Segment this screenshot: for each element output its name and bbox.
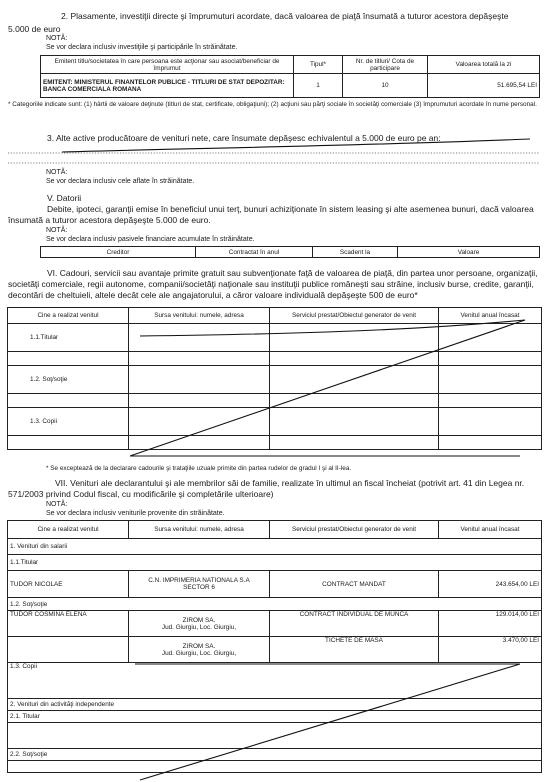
s5-col-creditor: Creditor bbox=[41, 247, 196, 258]
s7-r3-val: 3.470,00 LEI bbox=[439, 637, 542, 663]
s5-col-valoare: Valoare bbox=[398, 247, 540, 258]
s6-text: VI. Cadouri, servicii sau avantaje primite gratuit sau subvenţionate faţă de valoarea de piaţă, din partea unor persoane, organizaţii, societăţi comerciale, regii autonome, companii/societăţi naţionale sau instituţii publice româneşti sau străine, inclusiv burse, credite, garanţii, decontări de cheltuieli, altele decât cele ale angajatorului, a căror valoare individuală depăşeşte 500 de euro* bbox=[8, 268, 538, 300]
s7-r2-val: 129.014,00 LEI bbox=[439, 611, 542, 637]
s6-row-copii: 1.3. Copii bbox=[8, 408, 129, 436]
s3-heading: 3. Alte active producătoare de venituri nete, care însumate depăşesc echivalentul a 5.000 de euro pe an: bbox=[47, 133, 441, 143]
s2-col-valoare: Valoarea totală la zi bbox=[428, 56, 540, 74]
s7-r3-svc: TICHETE DE MASA bbox=[270, 637, 439, 663]
s6-col-who: Cine a realizat venitul bbox=[8, 308, 129, 324]
s6-footnote: * Se exceptează de la declarare cadourile şi trataţiile uzuale primite din partea rudelor de gradul I şi al II-lea. bbox=[46, 465, 352, 472]
s2-col-tip: Tipul* bbox=[294, 56, 343, 74]
s2-row-emitent: EMITENT: MINISTERUL FINANTELOR PUBLICE - TITLURI DE STAT DEPOZITAR: BANCA COMERCIALA ROMANA bbox=[41, 74, 294, 98]
s5-table bbox=[40, 246, 540, 258]
s2-col-nr: Nr. de titluri/ Cota de participare bbox=[343, 56, 428, 74]
s2-row-tip: 1 bbox=[294, 74, 343, 98]
s7-titular2: 2.1. Titular bbox=[8, 711, 542, 723]
s3-nota-label: NOTĂ: bbox=[46, 169, 68, 176]
s5-text: Debite, ipoteci, garanţii emise în beneficiul unui terţ, bunuri achiziţionate în sistem leasing şi alte asemenea bunuri, dacă valoarea însumată a tuturor acestora depăşeşte 5.000 de euro. bbox=[8, 204, 534, 225]
s7-text: VII. Venituri ale declarantului şi ale membrilor săi de familie, realizate în ultimul an fiscal încheiat (potrivit art. 41 din Legea nr. 571/2003 privind Codul fiscal, cu modificările şi completările ulterioare) bbox=[8, 478, 525, 499]
s7-nota-label: NOTĂ: bbox=[46, 501, 68, 508]
s6-table bbox=[7, 307, 542, 450]
s7-col-svc: Serviciul prestat/Obiectul generator de venit bbox=[270, 521, 439, 539]
s2-table bbox=[40, 55, 540, 98]
s7-r1-svc: CONTRACT MANDAT bbox=[270, 571, 439, 598]
s2-row-valoare: 51.695,54 LEI bbox=[428, 74, 540, 98]
s7-r1-who: TUDOR NICOLAE bbox=[8, 571, 129, 598]
s7-col-val: Venitul anual încasat bbox=[439, 521, 542, 539]
s6-row-sot: 1.2. Soţ/soţie bbox=[8, 366, 129, 394]
s5-nota-label: NOTĂ: bbox=[46, 227, 68, 234]
s7-col-src: Sursa venitului: numele, adresa bbox=[129, 521, 270, 539]
s7-sec1: 1. Venituri din salarii bbox=[8, 539, 542, 555]
s5-col-scadent: Scadent la bbox=[313, 247, 398, 258]
s7-r2-who: TUDOR COSMINA ELENA bbox=[8, 611, 129, 637]
s6-row-titular: 1.1.Titular bbox=[8, 324, 129, 352]
s7-r2-src2: Jud. Giurgiu, Loc. Giurgiu, bbox=[161, 623, 237, 631]
s7-titular: 1.1.Titular bbox=[8, 555, 542, 571]
s7-r1-src1: C.N. IMPRIMERIA NATIONALA S.A bbox=[148, 577, 250, 584]
s2-nota-label: NOTĂ: bbox=[46, 35, 68, 42]
s7-sec2: 2. Venituri din activităţi independente bbox=[8, 699, 542, 711]
s5-col-contractat: Contractat în anul bbox=[196, 247, 313, 258]
s2-col-emitent: Emitent titlu/societatea în care persoana este acţionar sau asociat/beneficiar de împrumut bbox=[41, 56, 294, 74]
s7-r3-src2: Jud. Giurgiu, Loc. Giurgiu, bbox=[161, 649, 237, 657]
s6-col-svc: Serviciul prestat/Obiectul generator de venit bbox=[270, 308, 439, 324]
s5-title: V. Datorii bbox=[47, 193, 82, 203]
s7-r2-src1: ZIROM SA. bbox=[182, 616, 216, 624]
s5-nota-text: Se vor declara inclusiv pasivele financiare acumulate în străinătate. bbox=[46, 236, 255, 243]
s6-col-val: Venitul anual încasat bbox=[439, 308, 542, 324]
s7-table bbox=[7, 520, 542, 773]
s2-heading-line1: 2. Plasamente, investiţii directe şi împrumuturi acordate, dacă valoarea de piaţă însumată a tuturor acestora depăşeşte bbox=[61, 11, 509, 21]
s7-r1-val: 243.654,00 LEI bbox=[439, 571, 542, 598]
s7-nota-text: Se vor declara inclusiv veniturile provenite din străinătate. bbox=[46, 510, 225, 517]
s2-footnote: * Categoriile indicate sunt: (1) hârtii de valoare deţinute (titluri de stat, certificate, obligaţiuni); (2) acţiuni sau părţi sociale în societăţi comerciale (3) împrumuturi acordate în nume personal. bbox=[8, 101, 537, 108]
s7-r2-svc: CONTRACT INDIVIDUAL DE MUNCA bbox=[270, 611, 439, 637]
s7-copii: 1.3. Copii bbox=[8, 663, 542, 699]
s7-r3-src1: ZIROM SA. bbox=[182, 642, 216, 650]
s7-col-who: Cine a realizat venitul bbox=[8, 521, 129, 539]
s2-nota-text: Se vor declara inclusiv investiţiile şi participările în străinătate. bbox=[46, 44, 238, 51]
s2-heading-line2: 5.000 de euro bbox=[8, 24, 61, 34]
s7-r1-src2: SECTOR 6 bbox=[183, 584, 215, 591]
s7-sot2: 2.2. Soţ/soţie bbox=[8, 749, 542, 761]
s7-sot: 1.2. Soţ/soţie bbox=[8, 598, 542, 611]
s2-row-nr: 10 bbox=[343, 74, 428, 98]
s3-nota-text: Se vor declara inclusiv cele aflate în străinătate. bbox=[46, 178, 195, 185]
s6-col-src: Sursa venitului: numele, adresa bbox=[129, 308, 270, 324]
